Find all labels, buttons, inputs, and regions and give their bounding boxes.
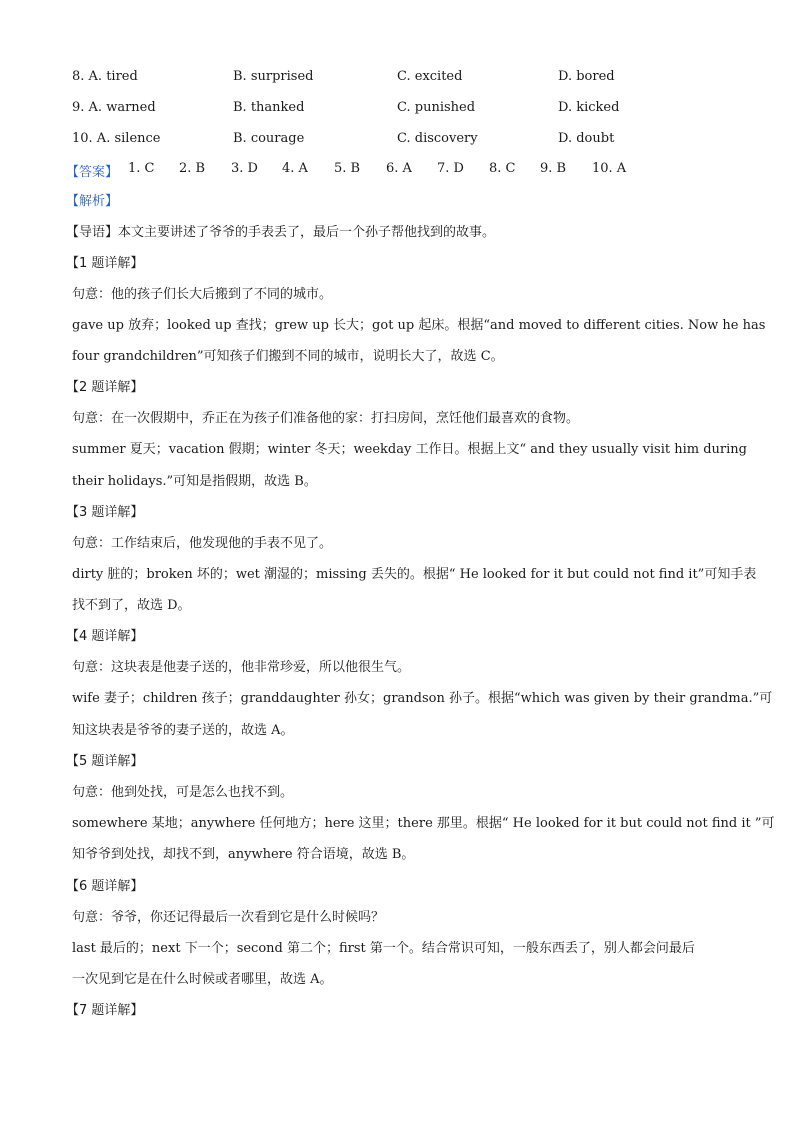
option-a: 9. A. warned — [72, 100, 156, 115]
answer-item: 8. C — [489, 161, 516, 176]
section-header: 【1 题详解】 — [66, 256, 144, 271]
section-header: 【4 题详解】 — [66, 629, 144, 644]
section-line: somewhere 某地；anywhere 任何地方；here 这里；there 那里。根据“ He looked for it but could not find it ”可 — [72, 816, 775, 831]
answer-item: 1. C — [128, 161, 155, 176]
answer-item: 4. A — [282, 161, 308, 176]
section-line: 知爷爷到处找，却找不到，anywhere 符合语境，故选 B。 — [72, 847, 415, 862]
option-d: D. kicked — [558, 100, 620, 115]
section-line: last 最后的；next 下一个；second 第二个；first 第一个。结合常识可知，一般东西丢了，别人都会问最后 — [72, 941, 695, 956]
option-c: C. excited — [397, 69, 463, 84]
answer-item: 3. D — [231, 161, 258, 176]
answer-item: 2. B — [179, 161, 206, 176]
section-line: dirty 脏的；broken 坏的；wet 潮湿的；missing 丢失的。根据“ He looked for it but could not find it”可知手表 — [72, 567, 757, 582]
section-line: 句意：他到处找，可是怎么也找不到。 — [72, 785, 294, 800]
section-header: 【3 题详解】 — [66, 505, 144, 520]
section-line: 找不到了，故选 D。 — [72, 598, 191, 613]
answer-item: 6. A — [386, 161, 412, 176]
option-row-10 — [72, 131, 752, 151]
option-b: B. courage — [233, 131, 305, 146]
section-header: 【2 题详解】 — [66, 380, 144, 395]
section-line: 一次见到它是在什么时候或者哪里，故选 A。 — [72, 972, 333, 987]
section-line: 句意：他的孩子们长大后搬到了不同的城市。 — [72, 287, 333, 302]
section-line: wife 妻子；children 孩子；granddaughter 孙女；grandson 孙子。根据“which was given by their grandma.”可 — [72, 691, 773, 706]
answer-key — [66, 161, 627, 181]
option-d: D. bored — [558, 69, 615, 84]
option-row-8 — [72, 69, 752, 89]
answer-item: 5. B — [334, 161, 361, 176]
section-line: 句意：这块表是他妻子送的，他非常珍爱，所以他很生气。 — [72, 660, 411, 675]
section-line: their holidays.”可知是指假期，故选 B。 — [72, 474, 317, 489]
section-header: 【7 题详解】 — [66, 1003, 144, 1018]
section-line: 句意：爷爷，你还记得最后一次看到它是什么时候吗？ — [72, 910, 385, 925]
option-row-9 — [72, 100, 752, 120]
analysis-tag: 【解析】 — [66, 194, 119, 209]
option-a: 10. A. silence — [72, 131, 161, 146]
section-line: summer 夏天；vacation 假期；winter 冬天；weekday 工作日。根据上文“ and they usually visit him during — [72, 442, 747, 457]
section-header: 【6 题详解】 — [66, 879, 144, 894]
option-b: B. surprised — [233, 69, 314, 84]
section-line: gave up 放弃；looked up 查找；grew up 长大；got up 起床。根据“and moved to different cities. Now he has — [72, 318, 766, 333]
intro-text: 【导语】本文主要讲述了爷爷的手表丢了，最后一个孙子帮他找到的故事。 — [66, 225, 496, 240]
option-c: C. discovery — [397, 131, 478, 146]
option-a: 8. A. tired — [72, 69, 138, 84]
answer-tag: 【答案】 — [66, 165, 119, 180]
section-line: 知这块表是爷爷的妻子送的，故选 A。 — [72, 723, 294, 738]
answer-item: 9. B — [540, 161, 567, 176]
section-line: four grandchildren”可知孩子们搬到不同的城市，说明长大了，故选 C。 — [72, 349, 504, 364]
section-header: 【5 题详解】 — [66, 754, 144, 769]
section-line: 句意：工作结束后，他发现他的手表不见了。 — [72, 536, 333, 551]
option-c: C. punished — [397, 100, 476, 115]
section-line: 句意：在一次假期中，乔正在为孩子们准备他的家：打扫房间，烹饪他们最喜欢的食物。 — [72, 411, 580, 426]
answer-item: 7. D — [437, 161, 464, 176]
answer-item: 10. A — [592, 161, 627, 176]
option-b: B. thanked — [233, 100, 305, 115]
option-d: D. doubt — [558, 131, 615, 146]
